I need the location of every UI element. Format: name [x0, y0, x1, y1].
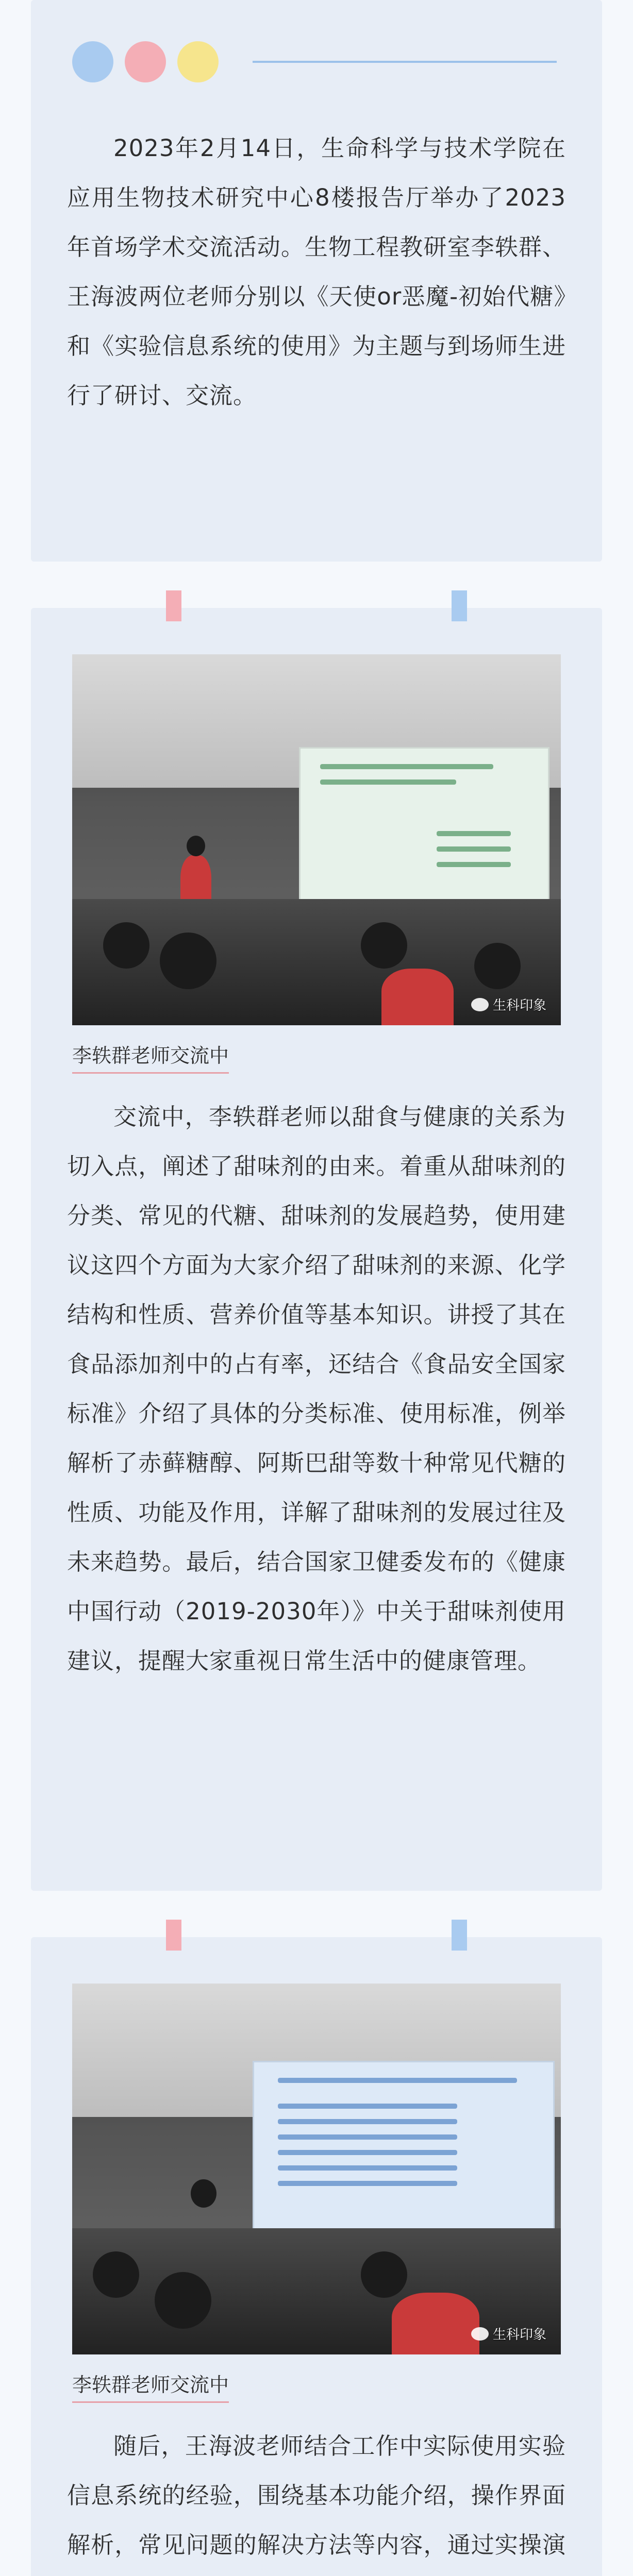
lecture-photo-1 — [72, 654, 561, 1025]
blue-tab-icon — [452, 590, 467, 621]
photo-caption: 李轶群老师交流中 — [72, 1040, 229, 1074]
card-tabs — [31, 1920, 602, 1951]
wechat-icon — [471, 2327, 489, 2341]
lecture-photo-2 — [72, 1984, 561, 2354]
decorative-line — [253, 61, 557, 63]
decorative-dots — [72, 41, 219, 82]
card-tabs — [31, 590, 602, 621]
wechat-icon — [471, 998, 489, 1011]
blue-dot-icon — [72, 41, 113, 82]
section1-paragraph: 交流中，李轶群老师以甜食与健康的关系为切入点，阐述了甜味剂的由来。着重从甜味剂的分类、常见的代糖、甜味剂的发展趋势，使用建议这四个方面为大家介绍了甜味剂的来源、化学结构和性质、营养价值等基本知识。讲授了其在食品添加剂中的占有率，还结合《食品安全国家标准》介绍了具体的分类标准、使用标准，例举解析了赤藓糖醇、阿斯巴甜等数十种常见代糖的性质、功能及作用，详解了甜味剂的发展过往及未来趋势。最后，结合国家卫健委发布的《健康中国行动（2019-2030年）》中关于甜味剂使用建议，提醒大家重视日常生活中的健康管理。 — [67, 1103, 566, 1674]
pink-dot-icon — [125, 41, 166, 82]
intro-paragraph: 2023年2月14日，生命科学与技术学院在应用生物技术研究中心8楼报告厅举办了2023年首场学术交流活动。生物工程教研室李轶群、王海波两位老师分别以《天使or恶魔-初始代糖》和《实验信息系统的使用》为主题与到场师生进行了研讨、交流。 — [67, 134, 566, 409]
section1-card — [31, 608, 602, 1891]
photo-watermark: 生科印象 — [471, 995, 546, 1014]
photo-watermark: 生科印象 — [471, 2324, 546, 2343]
pink-tab-icon — [166, 590, 181, 621]
blue-tab-icon — [452, 1920, 467, 1951]
section2-paragraph: 随后，王海波老师结合工作中实际使用实验信息系统的经验，围绕基本功能介绍，操作界面解析，常见问题的解决方法等内容，通过实操演 — [67, 2432, 566, 2558]
yellow-dot-icon — [177, 41, 219, 82]
pink-tab-icon — [166, 1920, 181, 1951]
intro-card — [31, 0, 602, 562]
photo-caption: 李轶群老师交流中 — [72, 2369, 229, 2403]
projector-screen — [299, 747, 549, 915]
section2-card — [31, 1937, 602, 2576]
